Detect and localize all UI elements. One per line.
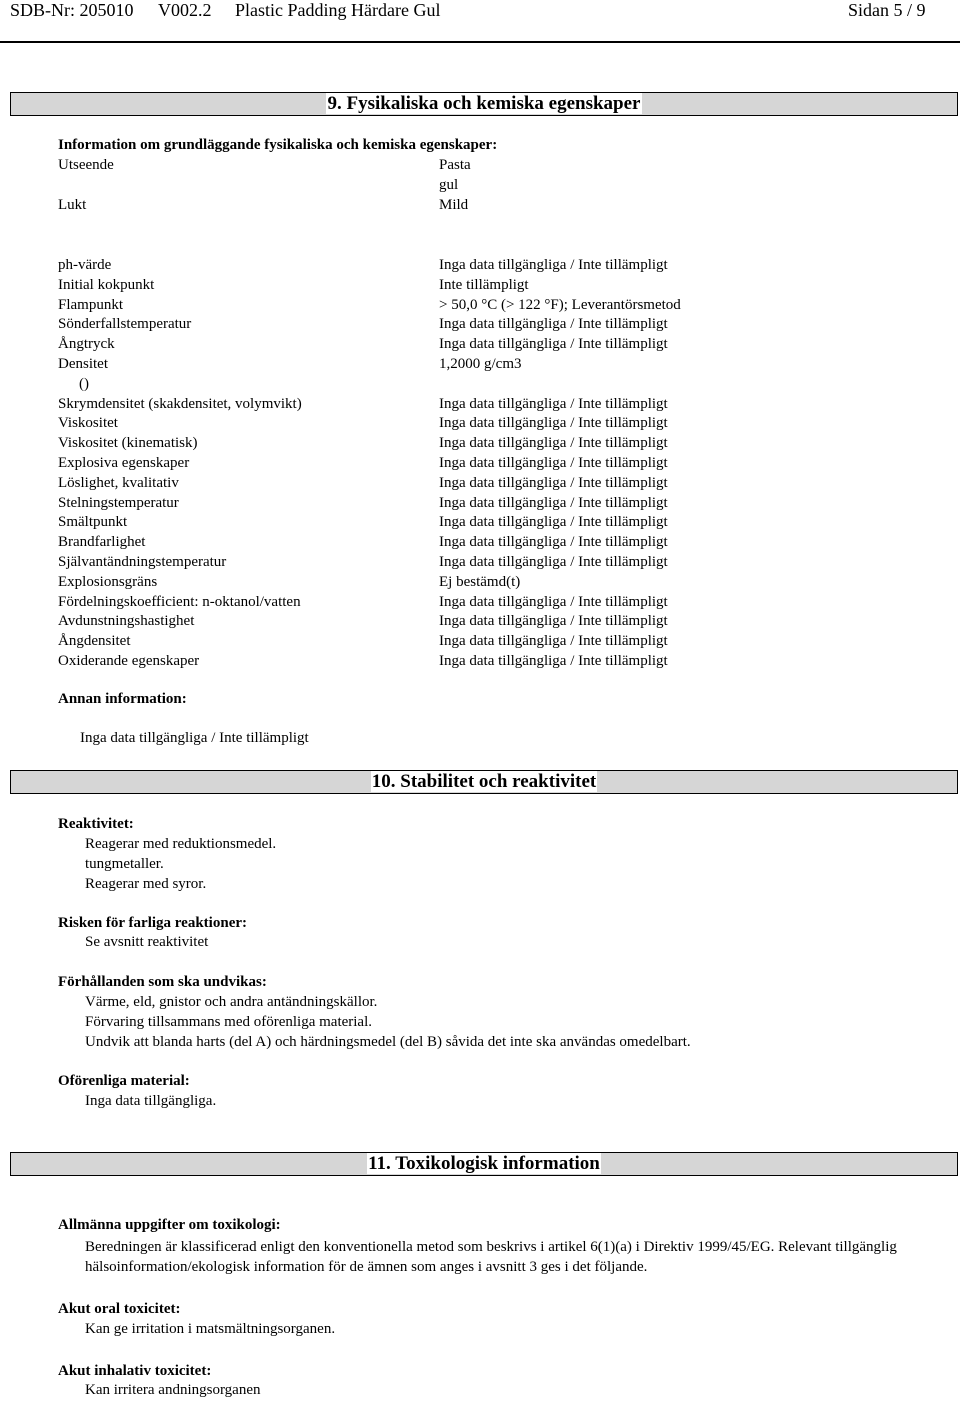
odor-label: Lukt — [58, 197, 87, 213]
odor-value: Mild — [439, 197, 469, 213]
property-row — [58, 612, 758, 632]
section-11-title: 11. Toxikologisk information — [368, 1153, 600, 1174]
conditions-line: Undvik att blanda harts (del A) och härdningsmedel (del B) såvida det inte ska användas omedelbart. — [85, 1034, 691, 1050]
property-row — [58, 573, 758, 593]
property-label: Explosiva egenskaper — [58, 454, 190, 471]
property-value: Inga data tillgängliga / Inte tillämpligt — [439, 257, 668, 273]
property-value: Inga data tillgängliga / Inte tillämpligt — [439, 415, 668, 432]
appearance-color: gul — [439, 177, 459, 193]
property-label: Ångdensitet — [58, 633, 131, 650]
property-value: Inga data tillgängliga / Inte tillämpligt — [439, 593, 668, 610]
property-value: Inga data tillgängliga / Inte tillämpligt — [439, 316, 668, 333]
reactivity-label: Reaktivitet: — [58, 816, 134, 832]
incompatible-label: Oförenliga material: — [58, 1073, 190, 1089]
property-label: Avdunstningshastighet — [58, 613, 195, 630]
property-row — [58, 335, 758, 355]
property-label: Skrymdensitet (skakdensitet, volymvikt) — [58, 395, 302, 412]
product-name: Plastic Padding Härdare Gul — [235, 0, 441, 20]
property-row — [58, 494, 758, 514]
property-row — [58, 315, 758, 335]
property-value: 1,2000 g/cm3 — [439, 355, 522, 372]
property-label: Initial kokpunkt — [58, 276, 155, 293]
conditions-line: Förvaring tillsammans med oförenliga material. — [85, 1014, 373, 1030]
hazardous-reactions-label: Risken för farliga reaktioner: — [58, 915, 248, 931]
property-value: Inga data tillgängliga / Inte tillämpligt — [439, 454, 668, 471]
property-row — [58, 355, 758, 375]
oral-toxicity-label: Akut oral toxicitet: — [58, 1301, 181, 1317]
property-value: Inga data tillgängliga / Inte tillämpligt — [439, 514, 668, 531]
property-label: ph-värde — [58, 257, 112, 273]
property-row — [58, 434, 758, 454]
property-value: Inga data tillgängliga / Inte tillämpligt — [439, 474, 668, 491]
property-value: Inga data tillgängliga / Inte tillämpligt — [439, 435, 668, 452]
property-label: Explosionsgräns — [58, 573, 158, 590]
property-label: Ångtryck — [58, 336, 115, 353]
property-label: Fördelningskoefficient: n-oktanol/vatten — [58, 593, 301, 610]
property-label: Självantändningstemperatur — [58, 553, 227, 570]
property-row — [58, 296, 758, 316]
property-value: Inga data tillgängliga / Inte tillämpligt — [439, 613, 668, 630]
oral-toxicity-value: Kan ge irritation i matsmältningsorganen. — [85, 1321, 336, 1337]
property-row — [58, 632, 758, 652]
property-label: Densitet — [58, 355, 108, 372]
appearance-form: Pasta — [439, 157, 471, 173]
property-row — [58, 533, 758, 553]
property-value: Inga data tillgängliga / Inte tillämpligt — [439, 494, 668, 511]
property-value: Ej bestämd(t) — [439, 573, 521, 590]
section-10-bar — [10, 770, 958, 794]
appearance-label: Utseende — [58, 157, 114, 173]
property-label: Brandfarlighet — [58, 534, 146, 551]
page-number: Sidan 5 / 9 — [848, 0, 926, 20]
section-11-bar — [10, 1152, 958, 1176]
section-10-title: 10. Stabilitet och reaktivitet — [371, 771, 597, 792]
properties-table — [58, 256, 758, 672]
general-toxicology-label: Allmänna uppgifter om toxikologi: — [58, 1217, 281, 1233]
reactivity-line: Reagerar med syror. — [85, 876, 207, 892]
conditions-line: Värme, eld, gnistor och andra antändningskällor. — [85, 994, 378, 1010]
property-label: () — [79, 375, 89, 392]
property-value: Inga data tillgängliga / Inte tillämpligt — [439, 534, 668, 551]
reactivity-line: tungmetaller. — [85, 856, 164, 872]
property-row — [58, 513, 758, 533]
property-row — [58, 593, 758, 613]
doc-number: SDB-Nr: 205010 — [10, 0, 134, 20]
section-9-title: 9. Fysikaliska och kemiska egenskaper — [327, 93, 641, 114]
property-value: Inga data tillgängliga / Inte tillämpligt — [439, 336, 668, 353]
property-value: Inga data tillgängliga / Inte tillämpligt — [439, 395, 668, 412]
conditions-label: Förhållanden som ska undvikas: — [58, 974, 267, 990]
property-row — [58, 652, 758, 672]
property-row — [58, 395, 758, 415]
inhalation-toxicity-label: Akut inhalativ toxicitet: — [58, 1363, 212, 1379]
doc-version: V002.2 — [158, 0, 212, 20]
property-row — [58, 454, 758, 474]
property-row — [58, 414, 758, 434]
section-9-bar — [10, 92, 958, 116]
incompatible-value: Inga data tillgängliga. — [85, 1093, 217, 1109]
property-value: Inte tillämpligt — [439, 276, 529, 293]
property-label: Löslighet, kvalitativ — [58, 474, 179, 491]
reactivity-line: Reagerar med reduktionsmedel. — [85, 836, 277, 852]
property-value: Inga data tillgängliga / Inte tillämpligt — [439, 633, 668, 650]
property-value: > 50,0 °C (> 122 °F); Leverantörsmetod — [439, 296, 681, 313]
general-toxicology-text: Beredningen är klassificerad enligt den konventionella metod som beskrivs i artikel 6(1)(a) i Direktiv 1999/45/EG. Relevant tillgänglig hälsoinformation/ekologisk information för de ämnen som anges i avsnitt 3 ges i det följande. — [85, 1239, 897, 1275]
property-value: Inga data tillgängliga / Inte tillämpligt — [439, 652, 668, 669]
property-label: Viskositet (kinematisk) — [58, 435, 198, 452]
property-label: Oxiderande egenskaper — [58, 652, 200, 669]
property-label: Viskositet — [58, 415, 118, 432]
property-value: Inga data tillgängliga / Inte tillämpligt — [439, 553, 668, 570]
property-row — [58, 375, 758, 395]
other-info-label: Annan information: — [58, 691, 187, 707]
property-label: Sönderfallstemperatur — [58, 316, 192, 333]
property-row — [58, 553, 758, 573]
basic-properties-heading: Information om grundläggande fysikaliska och kemiska egenskaper: — [58, 137, 498, 153]
property-row — [58, 256, 758, 276]
property-label: Flampunkt — [58, 296, 124, 313]
property-label: Smältpunkt — [58, 514, 128, 531]
header-rule — [0, 41, 960, 43]
property-label: Stelningstemperatur — [58, 494, 179, 511]
property-row — [58, 474, 758, 494]
inhalation-toxicity-value: Kan irritera andningsorganen — [85, 1382, 261, 1398]
other-info-value: Inga data tillgängliga / Inte tillämpligt — [80, 730, 309, 746]
property-row — [58, 276, 758, 296]
hazardous-reactions-value: Se avsnitt reaktivitet — [85, 934, 209, 950]
